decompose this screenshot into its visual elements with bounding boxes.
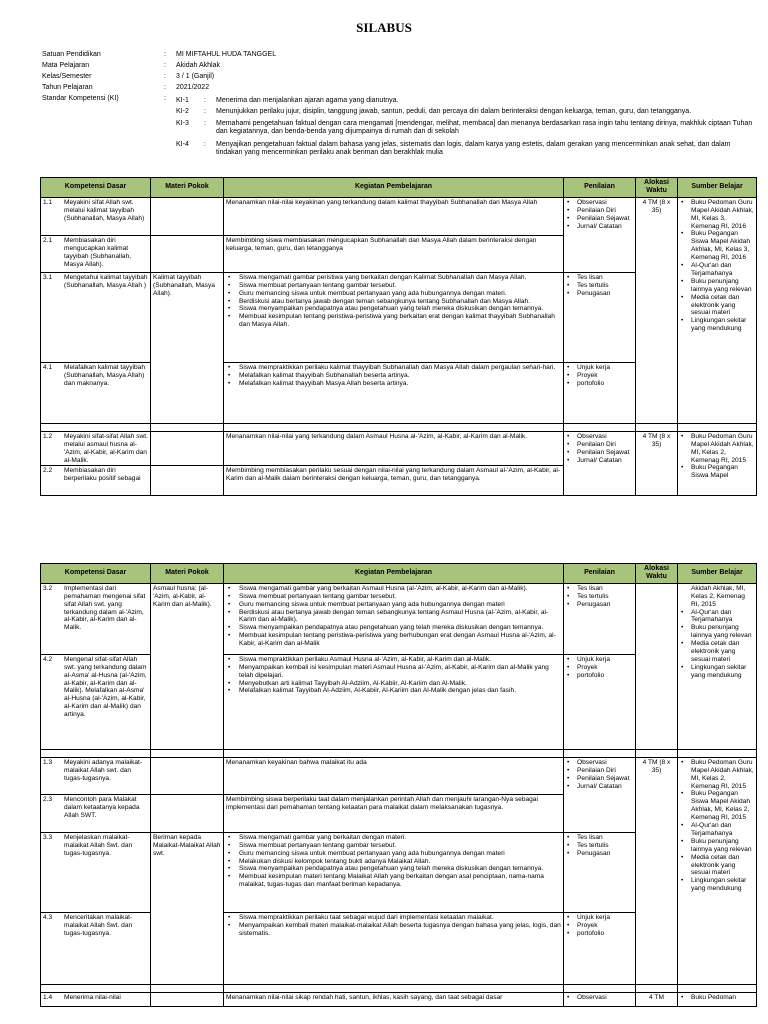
materi-cell: [151, 431, 224, 466]
sumber-cell: [678, 757, 757, 984]
kd-number: 4.3: [43, 913, 53, 921]
kd-text: Meyakini sifat Allah swt. melalui kalimat tayyibah (Subhanallah, Masya Allah): [64, 198, 145, 222]
info-colon: :: [164, 73, 166, 80]
kegiatan-item: • Melakukan diskusi kelompok tentang bukti adanya Malaikat Allah.: [226, 858, 561, 866]
penilaian-item: • Tes lisan: [566, 585, 633, 593]
penilaian-item: • Penilaian Diri: [566, 767, 633, 775]
info-block: [42, 49, 742, 104]
header-sumber: Sumber Belajar: [678, 178, 757, 198]
kegiatan-cell: Menanamkan nilai-nilai sikap rendah hati, santun, ikhlas, kasih sayang, dan taat sebagai dasar: [224, 992, 564, 1006]
info-row: [42, 82, 742, 93]
kegiatan-cell: Membimbing siswa membiasakan mengucapkan Subhanallah dan Masya Allah dalam berinteraksi dengan keluarga, teman, guru, dan tetangganya: [224, 235, 564, 272]
kd-text: Menceritakan malaikat-malaikat Allah Swt. dan tugas-tugasnya.: [64, 913, 133, 937]
alokasi-cell: 4 TM (8 x 35): [636, 431, 678, 496]
kd-cell: [41, 466, 151, 496]
kegiatan-item: • Guru memancing siswa untuk membuat pertanyaan yang ada hubungannya dengan materi: [226, 850, 561, 858]
ki-text: Menunjukkan perilaku jujur, disiplin, tanggung jawab, santun, peduli, dan percaya diri dalam berinteraksi dengan keluarga, teman, guru, dan tetangganya.: [216, 108, 692, 115]
kegiatan-item: • Menyampaikan kembali materi malaikat-malaikat Allah beserta tugasnya dengan bahasa yang jelas, logis, dan sistematis.: [226, 922, 561, 938]
penilaian-item: • Proyek: [566, 372, 633, 380]
kegiatan-cell: [224, 912, 564, 984]
kd-number: 3.3: [43, 833, 53, 841]
kegiatan-item: • Siswa menyampaikan pendapatnya atau pengetahuan yang telah mereka diskusikan dengan temannya.: [226, 865, 561, 873]
penilaian-item: • Penilaian Sejawat: [566, 449, 633, 457]
kd-cell: [41, 583, 151, 654]
info-label: Standar Kompetensi (KI): [42, 95, 119, 102]
syllabus-table-2: [40, 563, 757, 1007]
kd-cell: [41, 832, 151, 912]
sumber-item: • Media cetak dan elektronik yang sesuai materi: [680, 854, 754, 878]
ki-text: Menyajikan pengetahuan faktual dalam bahasa yang jelas, sistematis dan logis, dalam karya yang estetis, dalam gerakan yang mencerminkan anak sehat, dan dalam tindakan yang mencerminkan perilaku anak beriman dan berakhlak mulia: [216, 141, 731, 157]
sumber-item: • Al-Qur'an dan Terjamahanya: [680, 262, 754, 278]
sumber-item: • Buku Pedoman Guru Mapel Akidah Akhlak, MI, Kelas 2, Kemenag RI, 2015: [680, 433, 754, 465]
kd-text: Mencontoh para Malakat dalam ketaatanya kepada Allah SWT.: [64, 795, 140, 819]
alokasi-cell: [636, 583, 678, 749]
kegiatan-item: • Melafalkan kalimat Tayyibah Al-Adziim, Al-Kabiir, Al-Kariim dan Al-Malik dengan jelas dan fasih.: [226, 687, 561, 695]
info-label: Mata Pelajaran: [42, 62, 90, 69]
kegiatan-cell: Menanamkan nilai-nilai keyakinan yang terkandung dalam kalimat thayyibah Subhanallah dan Masya Allah: [224, 197, 564, 235]
info-colon: :: [164, 84, 166, 91]
info-colon: :: [164, 95, 166, 102]
kd-number: 4.1: [43, 363, 53, 371]
kegiatan-item: • Guru memancing siswa untuk membuat pertanyaan yang ada hubungannya dengan materi: [226, 601, 561, 609]
ki-code: KI-4: [176, 141, 189, 148]
table-row: [41, 197, 757, 235]
kd-text: Mengetahui kalimat tayyibah (Subhanallah, Masya Allah ): [64, 273, 148, 289]
header-kompetensi-dasar: Kompetensi Dasar: [41, 564, 151, 584]
table-gap-row: [41, 423, 757, 431]
ki-row: [176, 120, 756, 137]
header-alokasi: Alokasi Waktu: [636, 178, 678, 198]
ki-text: Menerima dan menjalankan ajaran agama yang dianutnya.: [216, 97, 399, 104]
kegiatan-cell: [224, 583, 564, 654]
kd-text: Meyakini sifat-sifat Allah swt. melalui asmaul husna al-'Azim, al-Kabir, al-Karim dan al-Malik.: [64, 432, 148, 464]
info-value: 2021/2022: [176, 84, 210, 91]
kegiatan-item: • Siswa mengamati gambar yang berkaitan dengan materi.: [226, 834, 561, 842]
ki-code: KI-3: [176, 120, 189, 127]
kd-number: 2.2: [43, 467, 53, 475]
penilaian-cell: [564, 272, 636, 362]
ki-code: KI-2: [176, 108, 189, 115]
materi-cell: [151, 466, 224, 496]
kd-number: 3.2: [43, 584, 53, 592]
sumber-item: • Al-Qur'an dan Terjamahanya: [680, 822, 754, 838]
table-row: [41, 431, 757, 466]
alokasi-cell: 4 TM: [636, 992, 678, 1006]
kd-cell: [41, 362, 151, 423]
kegiatan-item: • Menyampaikan kembali isi kesimpulan materi Asmaul Husna al-'Azim, al-Kabir, al-Karim dan al-Malik yang telah dipelajari.: [226, 664, 561, 680]
penilaian-item: • portofolio: [566, 380, 633, 388]
info-value: Akidah Akhlak: [176, 62, 220, 69]
header-penilaian: Penilaian: [564, 564, 636, 584]
info-label: Tahun Pelajaran: [42, 84, 93, 91]
kd-text: Menjelaskan malaikat-malaikat Allah Swt. dan tugas-tugasnya.: [64, 833, 133, 857]
sumber-item: • Al-Qur'an dan Terjamahanya: [680, 609, 754, 625]
ki-colon: :: [204, 97, 206, 104]
ki-row: [176, 108, 756, 116]
info-colon: :: [164, 51, 166, 58]
table-row: [41, 992, 757, 1006]
document-title: SILABUS: [356, 20, 412, 35]
sumber-item: • Buku Pedoman Guru Mapel Akidah Akhlak, MI, Kelas 2, Kemenag RI, 2015: [680, 759, 754, 791]
penilaian-cell: [564, 362, 636, 423]
ki-text: Memahami pengetahuan faktual dengan cara mengamati [mendengar, melihat, membaca] dan menanya berdasarkan rasa ingin tahu tentang dirinya, makhluk ciptaan Tuhan dan kegiatannya, dan benda-benda yang dijumpainya di rumah dan di sekolah: [216, 120, 753, 136]
penilaian-cell: [564, 912, 636, 984]
penilaian-item: • Jurnal/ Catatan: [566, 783, 633, 791]
penilaian-item: • Penilaian Sejawat: [566, 775, 633, 783]
sumber-item: • Buku Pegangan Siswa Mapel Akidah Akhlak, MI, Kelas 3, Kemenag RI, 2016: [680, 230, 754, 262]
penilaian-item: • Tes lisan: [566, 834, 633, 842]
sumber-cell: [678, 431, 757, 496]
kd-number: 1.2: [43, 432, 53, 440]
kegiatan-item: • Siswa mempraktikkan perilaku taat sebagai wujud dari implementasi ketaatan malaikat.: [226, 914, 561, 922]
kegiatan-cell: [224, 272, 564, 362]
kd-cell: [41, 272, 151, 362]
kd-number: 1.1: [43, 198, 53, 206]
kegiatan-item: • Berdiskusi atau bertanya jawab dengan teman sebangkunya tentang Asmaul Husna (al-'Azim, al-Kabir, al-Karim dan al-Malik).: [226, 609, 561, 625]
kd-cell: [41, 431, 151, 466]
kd-text: Menerima nilai-nilai: [64, 993, 121, 1001]
header-alokasi: Alokasi Waktu: [636, 564, 678, 584]
kd-cell: [41, 654, 151, 749]
table-row: [41, 583, 757, 654]
info-value: 3 / 1 (Ganjil): [176, 73, 215, 80]
table-gap-row: [41, 984, 757, 992]
kegiatan-cell: Menanamkan keyakinan bahwa malaikat itu ada: [224, 757, 564, 794]
kd-number: 2.1: [43, 236, 53, 244]
sumber-item: • Buku Pegangan Siswa Mapel Akidah Akhlak, MI, Kelas 2, Kemenag RI, 2015: [680, 790, 754, 822]
header-kegiatan: Kegiatan Pembelajaran: [224, 178, 564, 198]
penilaian-item: • Observasi: [566, 433, 633, 441]
header-kegiatan: Kegiatan Pembelajaran: [224, 564, 564, 584]
ki-colon: :: [204, 108, 206, 115]
info-value: MI MIFTAHUL HUDA TANGGEL: [176, 51, 277, 58]
materi-cell: Beriman kepada Malaikat-Malaikat Allah swt.: [151, 832, 224, 984]
info-label: Kelas/Semester: [42, 73, 92, 80]
materi-cell: [151, 794, 224, 832]
penilaian-cell: [564, 832, 636, 912]
info-row: [42, 49, 742, 60]
kegiatan-cell: Membimbing siswa berperilaku taat dalam menjalankan perintah Allah dan menjauhi larangan-Nya sebagai implementasi dari pemahaman tentang ketaatan para malaikat dalam melaksanakan tugasnya.: [224, 794, 564, 832]
materi-cell: [151, 992, 224, 1006]
alokasi-cell: 4 TM (8 x 35): [636, 197, 678, 423]
sumber-item: • Buku Pedoman: [680, 994, 754, 1002]
kd-cell: [41, 992, 151, 1006]
sumber-cell: [678, 992, 757, 1006]
sumber-item: • Buku penunjang lainnya yang relevan: [680, 624, 754, 640]
kd-text: Mengenal sifat-sifat Allah swt. yang terkandung dalam al-Asma' al-Husna (al-'Azim, al-Kabir, al-Karim dan al-Malik). Melafalkan al-Asma' al-Husna (al-'Azim, al-Kabir, al-Karim dan al-Malik) dan artinya.: [64, 655, 147, 719]
kegiatan-cell: Menanamkan nilai-nilai yang terkandung dalam Asmaul Husna al-'Azim, al-Kabir, al-Karim dan al-Malik.: [224, 431, 564, 466]
penilaian-item: • Unjuk kerja: [566, 656, 633, 664]
penilaian-cell: [564, 583, 636, 654]
sumber-item: • Media cetak dan elektronik yang sesuai materi: [680, 640, 754, 664]
penilaian-item: • Penilaian Diri: [566, 207, 633, 215]
kd-text: Melafalkan kalimat tayyibah (Subhanallah, Masya Allah) dan maknanya.: [64, 363, 145, 387]
materi-cell: [151, 757, 224, 794]
table-row: [41, 757, 757, 794]
penilaian-item: • Proyek: [566, 664, 633, 672]
penilaian-item: • Unjuk kerja: [566, 914, 633, 922]
header-kompetensi-dasar: Kompetensi Dasar: [41, 178, 151, 198]
penilaian-item: • Penugasan: [566, 290, 633, 298]
table-header-row: [41, 178, 757, 198]
penilaian-item: • Jurnal/ Catatan: [566, 457, 633, 465]
kegiatan-item: • Siswa membuat pertanyaan tentang gambar tersebut.: [226, 842, 561, 850]
kd-cell: [41, 235, 151, 272]
header-materi-pokok: Materi Pokok: [151, 564, 224, 584]
penilaian-cell: [564, 431, 636, 496]
kegiatan-cell: [224, 362, 564, 423]
penilaian-item: • Jurnal/ Catatan: [566, 223, 633, 231]
kd-cell: [41, 757, 151, 794]
kegiatan-item: • Siswa mengamati gambar peristiwa yang berkaitan dengan Kalimat Subhanallah dan Masya Allah.: [226, 274, 561, 282]
sumber-item: • Media cetak dan elektronik yang sesuai materi: [680, 294, 754, 318]
kd-cell: [41, 794, 151, 832]
table-header-row: [41, 564, 757, 584]
syllabus-table-1: [40, 177, 757, 496]
kd-text: Membiasakan diri berperilaku positif sebagai: [64, 467, 141, 483]
sumber-cell: [678, 583, 757, 749]
penilaian-item: • portofolio: [566, 672, 633, 680]
sumber-item: • Buku Pegangan Siswa Mapel: [680, 464, 754, 480]
kegiatan-item: • Siswa menyampaikan pendapatnya atau pengetahuan yang telah mereka diskusikan dengan temannya.: [226, 624, 561, 632]
header-sumber: Sumber Belajar: [678, 564, 757, 584]
kd-text: Membiasakan diri mengucapkan kalimat tayyibah (Subhanallah, Masya Allah).: [64, 236, 132, 268]
ki-code: KI-1: [176, 97, 189, 104]
penilaian-item: • Penugasan: [566, 850, 633, 858]
kegiatan-item: • Siswa menyampaikan pendapatnya atau pengetahuan yang telah mereka diskusikan dengan temannya.: [226, 305, 561, 313]
header-materi-pokok: Materi Pokok: [151, 178, 224, 198]
kegiatan-cell: [224, 654, 564, 749]
kegiatan-item: • Siswa membuat pertanyaan tentang gambar tersebut.: [226, 593, 561, 601]
penilaian-item: • Tes lisan: [566, 274, 633, 282]
materi-cell: [151, 235, 224, 272]
materi-cell: Asmaul husna: (al-'Azim, al-Kabir, al-Karim dan al-Malik).: [151, 583, 224, 749]
kd-text: Implementasi dari pemahaman mengenai sifat sifat Allah swt. yang terkandung dalam al-'Azim, al-Kabir, al-Karim dan al-Malik.: [64, 584, 146, 632]
penilaian-item: • Tes tertulis: [566, 842, 633, 850]
info-colon: :: [164, 62, 166, 69]
penilaian-cell: [564, 757, 636, 832]
penilaian-item: • Observasi: [566, 199, 633, 207]
penilaian-item: • Proyek: [566, 922, 633, 930]
ki-colon: :: [204, 141, 206, 148]
kegiatan-item: • Berdiskusi atau bertanya jawab dengan teman sebangkunya tentang Subhanallah dan Masya Allah.: [226, 298, 561, 306]
penilaian-item: • Unjuk kerja: [566, 364, 633, 372]
kegiatan-item: • Membuat kesimpulan tentang peristiwa-peristiwa yang berkaitan erat dengan kalimat thayyibah Subhanallah dan Masya Allah.: [226, 313, 561, 329]
sumber-item: • Buku penunjang lainnya yang relevan: [680, 278, 754, 294]
sumber-item: • Buku Pedoman Guru Mapel Akidah Akhlak, MI, Kelas 3, Kemenag RI, 2016: [680, 199, 754, 231]
kd-cell: [41, 197, 151, 235]
kegiatan-item: • Siswa mengamati gambar yang berkaitan Asmaul Husna (al-'Azim, al-Kabir, al-Karim dan al-Malik).: [226, 585, 561, 593]
kd-text: Meyakini adanya malaikat-malaikat Allah swt. dan tugas-tugasnya.: [64, 758, 143, 782]
sumber-item: • Lingkungan sekitar yang mendukung: [680, 317, 754, 333]
kd-number: 1.4: [43, 993, 53, 1001]
kd-number: 4.2: [43, 655, 53, 663]
penilaian-item: • Tes tertulis: [566, 282, 633, 290]
kegiatan-item: • Menyebutkan arti kalimat Tayyibah Al-Adziim, Al-Kabiir, Al-Kariim dan Al-Malik.: [226, 680, 561, 688]
sumber-item: Akidah Akhlak, MI, Kelas 2, Kemenag RI, 2015: [691, 584, 746, 608]
table-gap-row: [41, 749, 757, 757]
sumber-cell: [678, 197, 757, 423]
alokasi-cell: 4 TM (8 x 35): [636, 757, 678, 984]
penilaian-item: • Penilaian Sejawat: [566, 215, 633, 223]
header-penilaian: Penilaian: [564, 178, 636, 198]
kegiatan-cell: Membimbing membiasakan perilaku sesuai dengan nilai-nilai yang terkandung dalam Asmaul al-'Azim, al-Kabir, al-Karim dan al-Malik dalam berinteraksi dengan keluarga, teman, guru, dan tetangganya.: [224, 466, 564, 496]
penilaian-cell: [564, 654, 636, 749]
penilaian-cell: [564, 197, 636, 272]
info-label: Satuan Pendidikan: [42, 51, 101, 58]
materi-cell: Kalimat tayyibah (Subhanallah, Masya Allah).: [151, 272, 224, 423]
penilaian-item: • Tes tertulis: [566, 593, 633, 601]
sumber-item: • Buku penunjang lainnya yang relevan: [680, 838, 754, 854]
penilaian-cell: [564, 992, 636, 1006]
kegiatan-item: • Siswa mempraktikkan perilaku Asmaul Husna al-'Azim, al-Kabir, al-Karim dan al-Malik.: [226, 656, 561, 664]
kegiatan-item: • Membuat kesimpulan tentang peristiwa-peristiwa yang berhubungan erat dengan Asmaul Husna al-'Azim, al-Kabir, al-Karim dan al-Malik: [226, 632, 561, 648]
penilaian-item: • Penilaian Diri: [566, 441, 633, 449]
penilaian-item: • Observasi: [566, 994, 633, 1002]
penilaian-item: • Penugasan: [566, 601, 633, 609]
kegiatan-item: • Siswa mempraktikkan perilaku kalimat thayyibah Subhanallah dan Masya Allah dalam pergaulan sehari-hari.: [226, 364, 561, 372]
ki-colon: :: [204, 120, 206, 127]
kd-number: 2.3: [43, 795, 53, 803]
ki-row: [176, 141, 756, 158]
kd-cell: [41, 912, 151, 984]
penilaian-item: • portofolio: [566, 930, 633, 938]
info-row: [42, 71, 742, 82]
kd-number: 1.3: [43, 758, 53, 766]
kegiatan-item: • Membuat kesimpulan materi tentang Malaikat Allah yang berkaitan dengan asal penciptaan, nama-nama malaikat, tugas-tugas dan manfaat beriman kepadanya.: [226, 873, 561, 889]
kegiatan-item: • Melafalkan kalimat thayyibah Masya Allah beserta artinya.: [226, 380, 561, 388]
kegiatan-item: • Guru memancing siswa untuk membuat pertanyaan yang ada hubungannya dengan materi.: [226, 290, 561, 298]
kegiatan-item: • Siswa membuat pertanyaan tentang gambar tersebut.: [226, 282, 561, 290]
kegiatan-item: • Melafalkan kalimat thayyibah Subhanallah beserta artinya.: [226, 372, 561, 380]
kd-number: 3.1: [43, 273, 53, 281]
ki-row: [176, 97, 756, 105]
kegiatan-cell: [224, 832, 564, 912]
penilaian-item: • Observasi: [566, 759, 633, 767]
info-row: [42, 60, 742, 71]
sumber-item: • Lingkungan sekitar yang mendukung: [680, 877, 754, 893]
materi-cell: [151, 197, 224, 235]
sumber-item: • Lingkungan sekitar yang mendukung: [680, 664, 754, 680]
